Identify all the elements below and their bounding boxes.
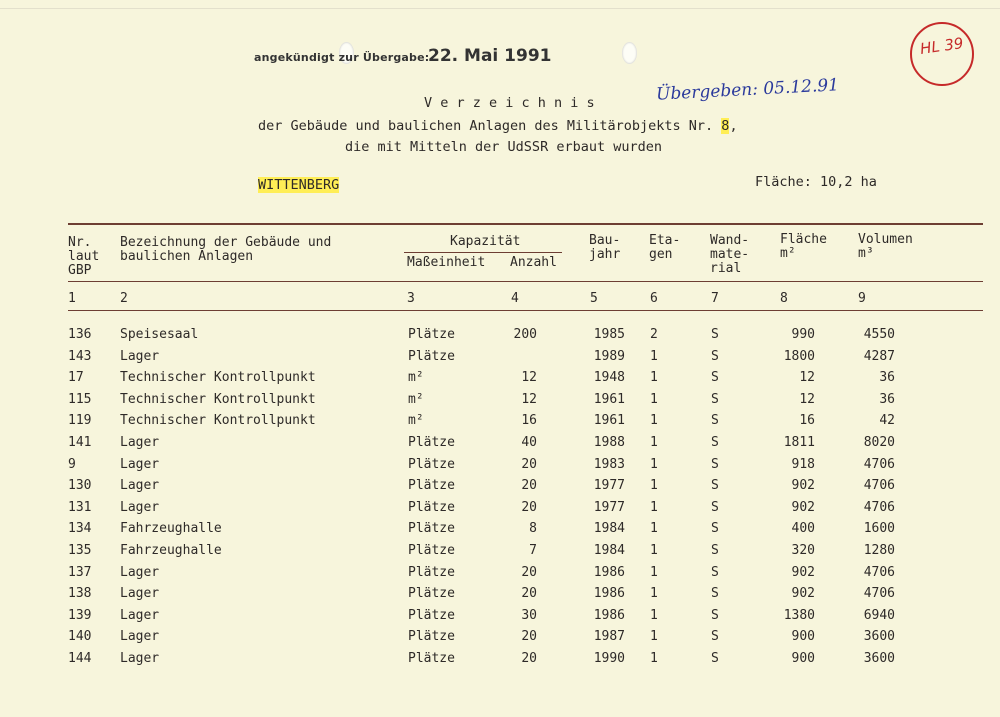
cell-volume: 36 (879, 370, 895, 386)
cell-floors: 1 (650, 586, 658, 602)
cell-volume: 3600 (863, 651, 895, 666)
cell-name: Lager (120, 499, 160, 515)
cell-unit: Plätze (408, 456, 455, 472)
cell-wall: S (711, 607, 719, 623)
cell-wall: S (711, 391, 719, 407)
cell-unit: Plätze (408, 543, 455, 558)
cell-area: 900 (791, 651, 815, 666)
cell-count: 30 (521, 607, 537, 623)
cell-count: 20 (521, 651, 537, 666)
location: WITTENBERG (258, 177, 340, 193)
cell-unit: Plätze (408, 499, 455, 515)
table-row (0, 586, 1000, 604)
cell-volume: 6940 (863, 607, 895, 623)
cell-floors: 1 (650, 348, 658, 364)
cell-unit: Plätze (408, 564, 455, 580)
cell-wall: S (711, 478, 719, 494)
cell-floors: 1 (650, 478, 658, 494)
cell-name: Lager (120, 629, 160, 645)
cell-nr: 131 (68, 499, 92, 515)
cell-floors: 1 (650, 435, 658, 450)
cell-unit: m² (408, 413, 424, 429)
cell-year: 1986 (593, 586, 625, 602)
top-edge (0, 0, 1000, 9)
cell-name: Fahrzeughalle (120, 521, 222, 537)
cell-area: 900 (791, 629, 815, 645)
col-number: 4 (511, 291, 519, 306)
cell-year: 1977 (593, 499, 625, 515)
cell-count: 20 (521, 499, 537, 515)
table-top-rule (68, 223, 983, 225)
table-row (0, 370, 1000, 388)
table-row (0, 608, 1000, 626)
cell-floors: 1 (650, 413, 658, 429)
cell-year: 1988 (593, 435, 625, 450)
announced-label: angekündigt zur Übergabe: (254, 51, 430, 64)
col-header-bezeichnung: Bezeichnung der Gebäude und baulichen Anlagen (120, 235, 332, 264)
table-row (0, 543, 1000, 561)
cell-area: 902 (791, 499, 815, 515)
cell-wall: S (711, 629, 719, 645)
table-row (0, 521, 1000, 539)
cell-nr: 17 (68, 370, 84, 386)
table-row (0, 349, 1000, 367)
cell-unit: Plätze (408, 435, 455, 450)
cell-floors: 1 (650, 543, 658, 558)
cell-unit: m² (408, 370, 424, 386)
cell-count: 20 (521, 478, 537, 494)
cell-volume: 4706 (863, 564, 895, 580)
cell-wall: S (711, 456, 719, 472)
cell-year: 1989 (593, 348, 625, 364)
cell-count: 20 (521, 456, 537, 472)
cell-nr: 139 (68, 607, 92, 623)
col-header-etagen: Eta- gen (649, 233, 681, 262)
cell-name: Lager (120, 651, 160, 666)
cell-year: 1987 (593, 629, 625, 645)
cell-year: 1984 (593, 543, 625, 558)
table-row (0, 435, 1000, 453)
col-number: 5 (590, 291, 598, 306)
cell-floors: 1 (650, 521, 658, 537)
cell-name: Lager (120, 607, 160, 623)
table-row (0, 327, 1000, 345)
table-row (0, 500, 1000, 518)
cell-area: 918 (791, 456, 815, 472)
cell-name: Lager (120, 435, 160, 450)
cell-count: 12 (521, 391, 537, 407)
cell-unit: Plätze (408, 348, 455, 364)
col-number: 7 (711, 291, 719, 306)
cell-area: 320 (791, 543, 815, 558)
cell-nr: 136 (68, 327, 92, 342)
punch-hole-right (622, 42, 637, 64)
col-header-kapazitaet: Kapazität (450, 234, 521, 249)
cell-year: 1961 (593, 391, 625, 407)
table-row (0, 478, 1000, 496)
cell-volume: 4550 (863, 327, 895, 342)
cell-name: Technischer Kontrollpunkt (120, 370, 316, 386)
cell-nr: 137 (68, 564, 92, 580)
cell-count: 16 (521, 413, 537, 429)
col-header-masseinheit: Maßeinheit (407, 255, 486, 270)
cell-wall: S (711, 586, 719, 602)
cell-floors: 2 (650, 327, 658, 342)
cell-nr: 144 (68, 651, 92, 666)
cell-wall: S (711, 348, 719, 364)
table-row (0, 413, 1000, 431)
cell-count: 200 (513, 327, 537, 342)
cell-wall: S (711, 499, 719, 515)
cell-area: 12 (799, 370, 815, 386)
cell-nr: 134 (68, 521, 92, 537)
cell-year: 1986 (593, 564, 625, 580)
cell-floors: 1 (650, 607, 658, 623)
cell-unit: m² (408, 391, 424, 407)
cell-year: 1990 (593, 651, 625, 666)
cell-floors: 1 (650, 629, 658, 645)
cell-unit: Plätze (408, 651, 455, 666)
cell-nr: 119 (68, 413, 92, 429)
cell-floors: 1 (650, 370, 658, 386)
cell-floors: 1 (650, 564, 658, 580)
cell-count: 12 (521, 370, 537, 386)
cell-name: Fahrzeughalle (120, 543, 222, 558)
cell-unit: Plätze (408, 327, 455, 342)
cell-floors: 1 (650, 391, 658, 407)
cell-nr: 9 (68, 456, 76, 472)
title-line-3: die mit Mitteln der UdSSR erbaut wurden (345, 139, 662, 155)
cell-nr: 141 (68, 435, 92, 450)
cell-volume: 3600 (863, 629, 895, 645)
cell-nr: 135 (68, 543, 92, 558)
cell-nr: 140 (68, 629, 92, 645)
cell-floors: 1 (650, 651, 658, 666)
title-line-2 (258, 118, 738, 134)
cell-floors: 1 (650, 456, 658, 472)
cell-year: 1983 (593, 456, 625, 472)
cell-wall: S (711, 327, 719, 342)
col-header-wandmaterial: Wand- mate- rial (710, 233, 750, 276)
cell-wall: S (711, 521, 719, 537)
cell-volume: 8020 (863, 435, 895, 450)
cell-area: 990 (791, 327, 815, 342)
cell-wall: S (711, 435, 719, 450)
cell-volume: 4287 (863, 348, 895, 364)
col-header-volumen: Volumen m³ (858, 232, 913, 261)
cell-area: 902 (791, 478, 815, 494)
cell-area: 400 (791, 521, 815, 537)
cell-volume: 4706 (863, 499, 895, 515)
col-header-nr: Nr. laut GBP (68, 235, 100, 278)
col-number: 3 (407, 291, 415, 306)
cell-year: 1961 (593, 413, 625, 429)
cell-year: 1948 (593, 370, 625, 386)
cell-area: 902 (791, 586, 815, 602)
area-total: Fläche: 10,2 ha (755, 174, 877, 190)
cell-unit: Plätze (408, 478, 455, 494)
title-line-2-suffix: , (729, 118, 738, 134)
col-number: 1 (68, 291, 76, 306)
numbers-rule (68, 310, 983, 311)
cell-name: Lager (120, 456, 160, 472)
cell-volume: 4706 (863, 586, 895, 602)
col-number: 8 (780, 291, 788, 306)
col-header-baujahr: Bau- jahr (589, 233, 621, 262)
cell-nr: 138 (68, 586, 92, 602)
cell-count: 40 (521, 435, 537, 450)
cell-wall: S (711, 543, 719, 558)
cell-wall: S (711, 370, 719, 386)
title-line-2-prefix: der Gebäude und baulichen Anlagen des Militärobjekts Nr. (258, 118, 714, 134)
cell-name: Technischer Kontrollpunkt (120, 413, 316, 429)
cell-area: 902 (791, 564, 815, 580)
cell-unit: Plätze (408, 586, 455, 602)
cell-area: 1811 (783, 435, 815, 450)
cell-volume: 36 (879, 391, 895, 407)
cell-count: 8 (529, 521, 537, 537)
object-number: 8 (721, 118, 730, 134)
cell-wall: S (711, 413, 719, 429)
cell-count: 20 (521, 564, 537, 580)
cell-count: 20 (521, 586, 537, 602)
cell-year: 1986 (593, 607, 625, 623)
cell-name: Speisesaal (120, 327, 199, 342)
col-header-flaeche: Fläche m² (780, 232, 827, 261)
table-row (0, 565, 1000, 583)
cell-name: Lager (120, 586, 160, 602)
cell-area: 1380 (783, 607, 815, 623)
cell-area: 1800 (783, 348, 815, 364)
cell-year: 1985 (593, 327, 625, 342)
cell-name: Technischer Kontrollpunkt (120, 391, 316, 407)
table-row (0, 651, 1000, 669)
header-rule (68, 281, 983, 282)
table-row (0, 457, 1000, 475)
handover-note: Übergeben: 05.12.91 (655, 75, 840, 105)
col-number: 2 (120, 291, 128, 306)
table-row (0, 629, 1000, 647)
col-number: 6 (650, 291, 658, 306)
cell-floors: 1 (650, 499, 658, 515)
cell-nr: 143 (68, 348, 92, 364)
cell-year: 1977 (593, 478, 625, 494)
cell-count: 20 (521, 629, 537, 645)
announced-date: 22. Mai 1991 (428, 46, 552, 66)
document-title: V e r z e i c h n i s (424, 95, 595, 111)
cell-nr: 130 (68, 478, 92, 494)
kapazitaet-rule (404, 252, 562, 253)
cell-volume: 4706 (863, 456, 895, 472)
cell-unit: Plätze (408, 629, 455, 645)
cell-nr: 115 (68, 391, 92, 407)
col-number: 9 (858, 291, 866, 306)
cell-volume: 1280 (863, 543, 895, 558)
cell-volume: 1600 (863, 521, 895, 537)
cell-year: 1984 (593, 521, 625, 537)
col-header-anzahl: Anzahl (510, 255, 557, 270)
cell-volume: 4706 (863, 478, 895, 494)
cell-volume: 42 (879, 413, 895, 429)
cell-name: Lager (120, 478, 160, 494)
cell-name: Lager (120, 564, 160, 580)
cell-name: Lager (120, 348, 160, 364)
cell-unit: Plätze (408, 607, 455, 623)
table-row (0, 392, 1000, 410)
cell-count: 7 (529, 543, 537, 558)
cell-wall: S (711, 564, 719, 580)
cell-area: 16 (799, 413, 815, 429)
cell-area: 12 (799, 391, 815, 407)
cell-wall: S (711, 651, 719, 666)
corner-mark: HL 39 (918, 34, 965, 58)
cell-unit: Plätze (408, 521, 455, 537)
